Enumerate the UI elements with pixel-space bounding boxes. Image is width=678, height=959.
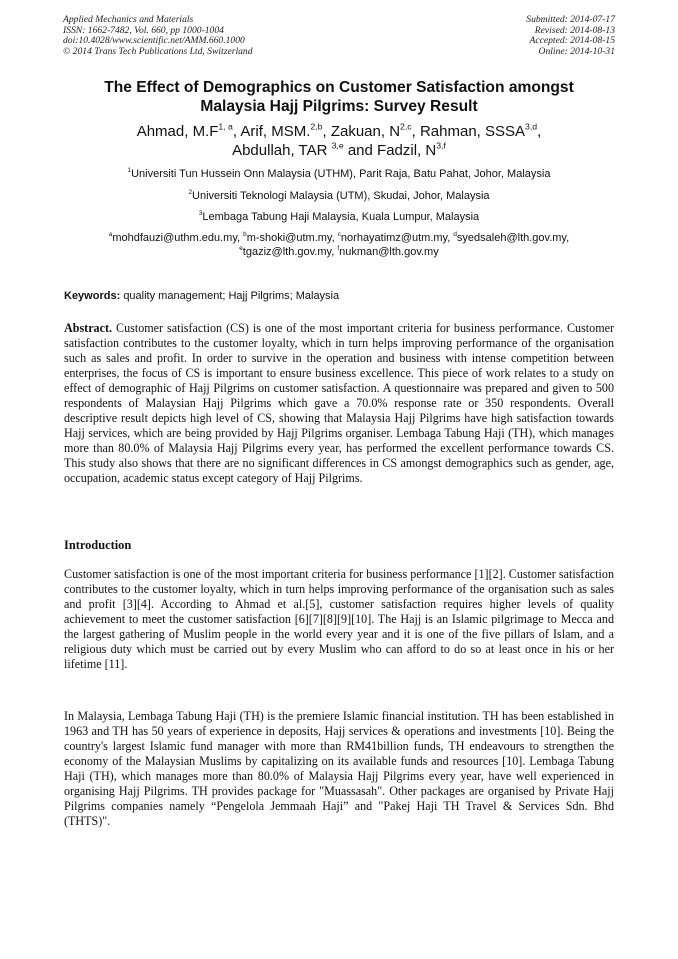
email-address[interactable]: norhayatimz@utm.my, xyxy=(340,232,451,244)
affiliation-mark: 2 xyxy=(188,189,193,197)
author-separator: , xyxy=(411,123,420,140)
abstract-text: Customer satisfaction (CS) is one of the most important criteria for business performance. Customer satisfaction contributes to the customer loyalty, which in turn helps improving performance of the organisation such as sales and profit. In order to survive in the operation and business with intense competition between enterprises, the focus of CS is important to ensure business excellence. This piece of work relates to a study on effect of demographic of Hajj Pilgrims on customer satisfaction. A questionnaire was prepared and given to 500 respondents of Malaysian Hajj Pilgrims which gave a 70.0% response rate or 350 respondents. Overall descriptive result depicts high level of CS, showing that Malaysia Hajj Pilgrims have high satisfaction towards Hajj services, which are being provided by Hajj Pilgrims organiser. Lembaga Tabung Haji (TH), which manages more than 80.0% of Malaysia Hajj Pilgrims every year, has performed the excellent performance towards CS. This study also shows that there are no significant differences in CS amongst demographics such as gender, age, occupation, academic status except category of Hajj Pilgrims. xyxy=(64,321,614,486)
author-name: Zakuan, N xyxy=(330,123,401,140)
author-emails xyxy=(40,232,638,259)
email-address[interactable]: tgaziz@lth.gov.my, xyxy=(242,245,335,258)
journal-issn: ISSN: 1662-7482, Vol. 660, pp 1000-1004 xyxy=(63,24,224,36)
journal-doi: doi:10.4028/www.scientific.net/AMM.660.1000 xyxy=(63,35,245,47)
title-line-2: Malaysia Hajj Pilgrims: Survey Result xyxy=(200,98,478,115)
publication-dates xyxy=(526,15,615,57)
affiliation-mark: 1 xyxy=(127,167,132,175)
author-line-2 xyxy=(40,141,638,160)
email-line-2 xyxy=(40,246,638,260)
author-line-1 xyxy=(40,122,638,141)
author-affil-mark: 3,f xyxy=(436,140,446,151)
email-line-1 xyxy=(40,232,638,246)
date-submitted: Submitted: 2014-07-17 xyxy=(526,14,615,25)
affiliation-mark: 3 xyxy=(198,210,203,218)
affiliation-3 xyxy=(40,211,638,225)
author-separator: and xyxy=(343,142,378,159)
affiliation-1 xyxy=(40,168,638,182)
author-list xyxy=(40,122,638,160)
keywords xyxy=(64,290,616,303)
author-name: Abdullah, TAR xyxy=(232,142,328,159)
author-affil-mark: 2,b xyxy=(310,121,323,132)
email-mark: c xyxy=(337,231,341,239)
introduction-paragraph-2: In Malaysia, Lembaga Tabung Haji (TH) is the premiere Islamic financial institution. TH has been established in 1963 and TH has 50 years of experience in deposits, Hajj services & operations and investments [10]. Being the country's largest Islamic fund manager with more than RM41billion funds, TH endeavours to strengthen the economy of the Malaysian Muslims by capitalizing on its available funds and resources [10]. Lembaga Tabung Haji (TH), which manages more than 80.0% of Malaysia Hajj Pilgrims every year, have well experienced in organising Hajj Pilgrims. TH provides package for "Muassasah". Other packages are organised by Private Hajj Pilgrims companies namely “Pengelola Jemmaah Haji” and "Pakej Haji TH Travel & Services Sdn. Bhd (THTS)". xyxy=(64,709,614,829)
abstract xyxy=(64,321,614,487)
date-revised: Revised: 2014-08-13 xyxy=(534,24,615,36)
affiliation-text: Universiti Teknologi Malaysia (UTM), Skudai, Johor, Malaysia xyxy=(192,190,490,202)
author-affil-mark: 2,c xyxy=(400,121,412,132)
journal-info xyxy=(63,15,253,57)
paper-title xyxy=(40,78,638,116)
keywords-text: quality management; Hajj Pilgrims; Malaysia xyxy=(123,290,340,302)
abstract-label: Abstract. xyxy=(64,321,113,335)
email-mark: d xyxy=(453,231,457,239)
title-line-1: The Effect of Demographics on Customer Satisfaction amongst xyxy=(104,79,574,96)
introduction-paragraph-1: Customer satisfaction is one of the most important criteria for business performance [1][2]. Customer satisfaction contributes to the customer loyalty, which in turn helps improving performance of the organisation such as sales and profit [3][4]. According to Ahmad et al.[5], customer satisfaction requires higher levels of quality achievement to meet the customer satisfaction [6][7][8][9][10]. The Hajj is an Islamic pilgrimage to Mecca and the largest gathering of Muslim people in the world every year and it is one of the five pillars of Islam, and a religious duty which must be carried out by every Muslim who can afford to do so at least once in his or her lifetime [11]. xyxy=(64,567,614,672)
affiliation-text: Lembaga Tabung Haji Malaysia, Kuala Lumpur, Malaysia xyxy=(202,211,480,223)
affiliation-text: Universiti Tun Hussein Onn Malaysia (UTHM), Parit Raja, Batu Pahat, Johor, Malaysia xyxy=(131,168,551,180)
author-affil-mark: 1, a xyxy=(218,121,233,132)
email-mark: e xyxy=(239,244,243,252)
author-name: Arif, MSM. xyxy=(240,123,311,140)
keywords-label: Keywords: xyxy=(64,290,121,302)
journal-name: Applied Mechanics and Materials xyxy=(63,14,194,25)
author-name: Rahman, SSSA xyxy=(419,123,526,140)
email-address[interactable]: mohdfauzi@uthm.edu.my, xyxy=(112,232,241,244)
author-separator: , xyxy=(322,123,331,140)
section-heading-introduction: Introduction xyxy=(64,538,132,552)
email-mark: b xyxy=(243,231,247,239)
email-mark: f xyxy=(337,244,340,252)
date-online: Online: 2014-10-31 xyxy=(538,45,615,57)
email-address[interactable]: nukman@lth.gov.my xyxy=(339,245,439,258)
journal-copyright: © 2014 Trans Tech Publications Ltd, Switzerland xyxy=(63,45,253,57)
author-affil-mark: 3,e xyxy=(331,140,344,151)
author-separator: , xyxy=(537,123,542,140)
author-separator: , xyxy=(232,123,241,140)
date-accepted: Accepted: 2014-08-15 xyxy=(529,35,615,47)
author-name: Ahmad, M.F xyxy=(136,123,219,140)
author-name: Fadzil, N xyxy=(377,142,437,159)
email-address[interactable]: m-shoki@utm.my, xyxy=(246,232,335,244)
affiliation-2 xyxy=(40,190,638,204)
author-affil-mark: 3,d xyxy=(525,121,538,132)
email-address[interactable]: syedsaleh@lth.gov.my, xyxy=(456,232,570,244)
email-mark: a xyxy=(108,231,113,239)
